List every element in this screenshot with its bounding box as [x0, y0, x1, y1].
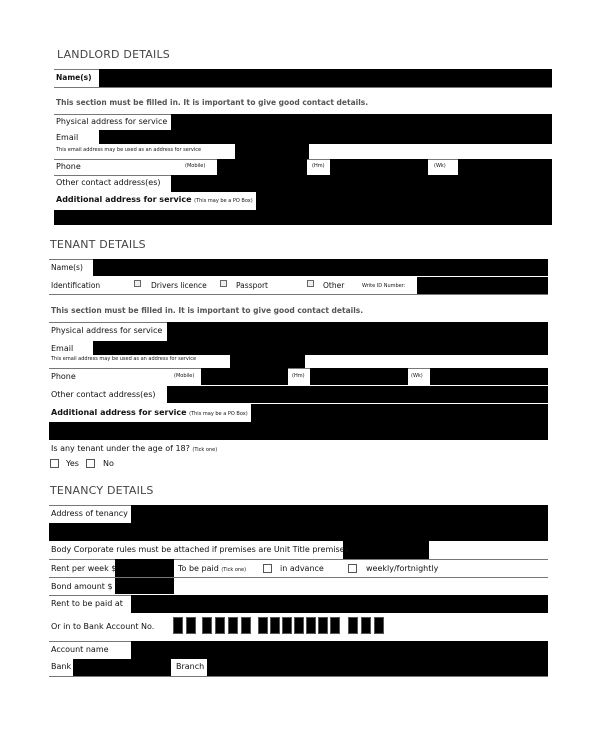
tenant-mobile-field[interactable]: [201, 368, 288, 385]
additional-address-text: Additional address for service: [51, 408, 187, 417]
tenant-other-contact-field[interactable]: [167, 386, 548, 403]
account-digit-box[interactable]: [361, 617, 371, 634]
tenant-id-number-field[interactable]: [417, 277, 548, 294]
account-digit-box[interactable]: [294, 617, 304, 634]
account-digit-box[interactable]: [318, 617, 328, 634]
tenancy-address-field-top[interactable]: [131, 505, 548, 523]
bond-amount-label: Bond amount $: [51, 582, 113, 591]
tenant-section-title: TENANT DETAILS: [50, 238, 146, 251]
under18-question: [51, 445, 217, 453]
landlord-additional-address-label: [56, 196, 253, 204]
write-id-label: Write ID Number:: [362, 283, 406, 289]
landlord-other-contact-field[interactable]: [171, 175, 552, 192]
landlord-section-title: LANDLORD DETAILS: [57, 48, 170, 61]
body-corporate-field[interactable]: [343, 541, 429, 559]
landlord-email-note: This email address may be used as an address for service: [56, 147, 202, 153]
tenant-email-field[interactable]: [93, 341, 548, 355]
account-name-field[interactable]: [131, 641, 548, 659]
tenant-work-phone-field[interactable]: [430, 368, 548, 385]
landlord-additional-address-field-top[interactable]: [256, 192, 552, 210]
under18-no-label: No: [103, 459, 114, 468]
under18-note: (Tick one): [192, 447, 218, 453]
additional-address-note: (This may be a PO Box): [189, 411, 248, 417]
divider: [49, 676, 548, 677]
branch-label: Branch: [176, 662, 205, 671]
account-digit-box[interactable]: [241, 617, 251, 634]
divider: [49, 294, 548, 295]
weekly-fortnightly-label: weekly/fortnightly: [366, 564, 439, 573]
landlord-email-label: Email: [56, 133, 79, 142]
tenant-physical-address-field[interactable]: [167, 322, 548, 341]
account-digit-box[interactable]: [173, 617, 183, 634]
tenancy-section-title: TENANCY DETAILS: [50, 484, 154, 497]
account-digit-box[interactable]: [374, 617, 384, 634]
account-digit-box[interactable]: [348, 617, 358, 634]
landlord-work-phone-field[interactable]: [458, 159, 552, 175]
tenant-physical-address-label: Physical address for service: [51, 326, 163, 335]
to-be-paid-label: [178, 565, 246, 573]
landlord-mobile-field[interactable]: [217, 159, 307, 175]
account-digit-box[interactable]: [202, 617, 212, 634]
tenant-identification-label: Identification: [51, 281, 101, 290]
under18-yes-label: Yes: [66, 459, 79, 468]
rent-per-week-label: Rent per week $: [51, 564, 117, 573]
landlord-physical-address-field[interactable]: [171, 114, 552, 130]
tenant-additional-address-field-top[interactable]: [251, 404, 548, 422]
tenant-mobile-label: (Mobile): [174, 373, 195, 379]
tenant-phone-label: Phone: [51, 372, 76, 381]
suffix-group: [348, 617, 384, 634]
landlord-home-label: (Hm): [312, 163, 325, 169]
passport-checkbox[interactable]: [220, 280, 227, 287]
tenant-email-service-field[interactable]: [230, 355, 305, 368]
landlord-other-contact-label: Other contact address(es): [56, 178, 161, 187]
to-be-paid-text: To be paid: [178, 564, 219, 573]
tenant-work-label: (Wk): [411, 373, 423, 379]
account-number-group: [258, 617, 340, 634]
tenant-section-note: This section must be filled in. It is important to give good contact details.: [51, 306, 364, 315]
tenant-names-field[interactable]: [93, 259, 548, 276]
to-be-paid-note: (Tick one): [221, 567, 247, 573]
tenant-names-label: Name(s): [51, 263, 83, 272]
tenant-home-label: (Hm): [292, 373, 305, 379]
landlord-additional-address-field[interactable]: [54, 210, 552, 225]
account-digit-box[interactable]: [258, 617, 268, 634]
landlord-email-field[interactable]: [99, 130, 552, 144]
account-digit-box[interactable]: [306, 617, 316, 634]
tenant-home-phone-field[interactable]: [310, 368, 408, 385]
other-id-label: Other: [323, 281, 345, 290]
account-digit-box[interactable]: [330, 617, 340, 634]
rent-paid-at-label: Rent to be paid at: [51, 599, 123, 608]
bank-code-group: [173, 617, 196, 634]
account-digit-box[interactable]: [186, 617, 196, 634]
additional-address-note: (This may be a PO Box): [194, 198, 253, 204]
under18-no-checkbox[interactable]: [86, 459, 95, 468]
weekly-fortnightly-checkbox[interactable]: [348, 564, 357, 573]
account-digit-box[interactable]: [228, 617, 238, 634]
drivers-licence-checkbox[interactable]: [134, 280, 141, 287]
account-digit-box[interactable]: [282, 617, 292, 634]
in-advance-checkbox[interactable]: [263, 564, 272, 573]
tenancy-address-label: Address of tenancy: [51, 509, 128, 518]
account-name-label: Account name: [51, 645, 109, 654]
account-digit-box[interactable]: [270, 617, 280, 634]
divider: [49, 577, 548, 578]
tenant-additional-address-label: [51, 409, 248, 417]
tenancy-address-field[interactable]: [49, 523, 548, 541]
landlord-names-label: Name(s): [56, 73, 92, 82]
other-id-checkbox[interactable]: [307, 280, 314, 287]
divider: [54, 87, 552, 88]
body-corporate-label: Body Corporate rules must be attached if premises are Unit Title premises: [51, 545, 349, 554]
landlord-home-phone-field[interactable]: [330, 159, 428, 175]
bank-field[interactable]: [73, 659, 171, 676]
rent-paid-at-field[interactable]: [131, 595, 548, 613]
drivers-licence-label: Drivers licence: [151, 281, 207, 290]
landlord-work-label: (Wk): [434, 163, 446, 169]
landlord-phone-label: Phone: [56, 162, 81, 171]
under18-yes-checkbox[interactable]: [50, 459, 59, 468]
tenant-other-contact-label: Other contact address(es): [51, 390, 156, 399]
bank-account-number-boxes[interactable]: [173, 617, 384, 634]
tenant-additional-address-field[interactable]: [49, 422, 548, 440]
passport-label: Passport: [236, 281, 268, 290]
landlord-section-note: This section must be filled in. It is important to give good contact details.: [56, 98, 369, 107]
account-digit-box[interactable]: [215, 617, 225, 634]
tenant-email-label: Email: [51, 344, 74, 353]
landlord-names-field[interactable]: [99, 69, 552, 87]
under18-text: Is any tenant under the age of 18?: [51, 444, 190, 453]
branch-code-group: [202, 617, 251, 634]
landlord-mobile-label: (Mobile): [185, 163, 206, 169]
tenant-email-note: This email address may be used as an address for service: [51, 356, 197, 362]
additional-address-text: Additional address for service: [56, 195, 192, 204]
bank-label: Bank: [51, 662, 72, 671]
bank-account-label: Or in to Bank Account No.: [51, 622, 155, 631]
in-advance-label: in advance: [280, 564, 324, 573]
landlord-email-service-field[interactable]: [235, 144, 309, 159]
landlord-physical-address-label: Physical address for service: [56, 117, 168, 126]
branch-field[interactable]: [207, 659, 548, 676]
